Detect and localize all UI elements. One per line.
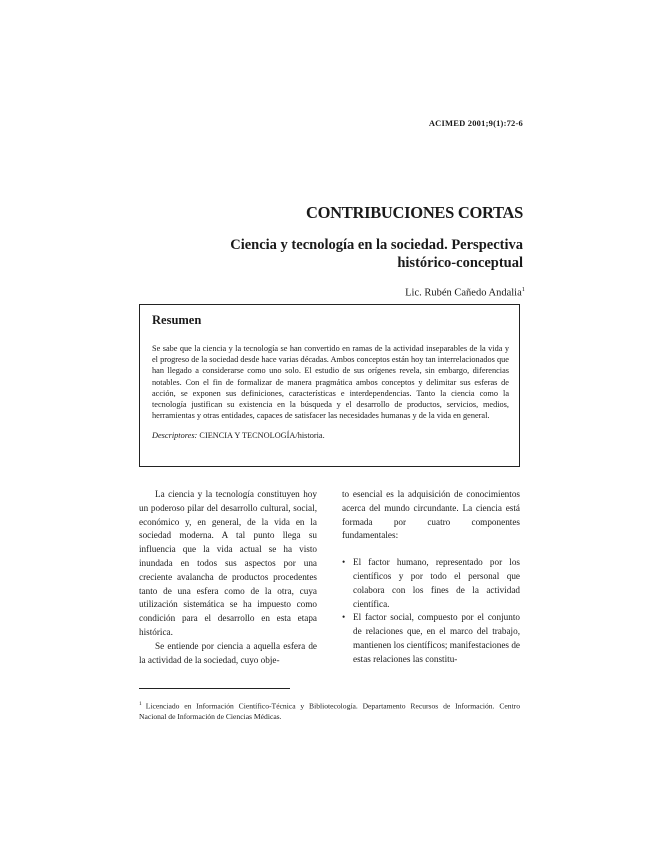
list-item-text: El factor humano, representado por los científicos y por todo el personal que colabora con los fines de la actividad científica. xyxy=(353,557,520,609)
footnote xyxy=(139,699,520,723)
list-item xyxy=(342,556,520,611)
bullet-icon: • xyxy=(342,557,346,568)
author-line xyxy=(405,286,525,299)
component-list xyxy=(342,556,520,666)
abstract-heading: Resumen xyxy=(152,313,202,327)
footnote-text: Licenciado en Información Científico-Técnica y Bibliotecología. Departamento Recursos de Información. Centro Nacional de Información de Ciencias Médicas. xyxy=(139,701,520,722)
list-item xyxy=(342,611,520,666)
body-paragraph: La ciencia y la tecnología constituyen hoy un poderoso pilar del desarrollo cultural, social, económico y, en general, de la vida en la sociedad moderna. A tal punto llega su influencia que la vida actual se ha visto inundada en todos sus aspectos por una creciente avalancha de productos procedentes tanto de una esfera como de la otra, cuya utilización sistemática se ha impuesto como condición para el desarrollo en esta etapa histórica. xyxy=(139,489,317,637)
footnote-mark: 1 xyxy=(139,701,142,707)
body-column-right xyxy=(342,488,520,667)
body-paragraph: to esencial es la adquisición de conocimientos acerca del mundo circundante. La ciencia está formada por cuatro componentes fundamentales: xyxy=(342,489,520,541)
descriptors-value: CIENCIA Y TECNOLOGÍA/historia. xyxy=(199,431,325,441)
descriptors xyxy=(152,431,509,440)
bullet-icon: • xyxy=(342,612,346,623)
author-name: Lic. Rubén Cañedo Andalia xyxy=(405,287,522,299)
article-title xyxy=(143,236,523,272)
abstract-text: Se sabe que la ciencia y la tecnología se han convertido en ramas de la actividad inseparables de la vida y el progreso de la sociedad desde hace varias décadas. Ambos conceptos están hoy tan interrelacionados que han llegado a considerarse como uno solo. El estudio de sus orígenes revela, sin embargo, diferencias notables. Con el fin de formalizar de manera pragmática ambos conceptos y delimitar sus esferas de acción, se exponen sus definiciones, características e interdependencias. Tanto la ciencia como la tecnología justifican su existencia en la búsqueda y el desarrollo de productos, servicios, medios, herramientas y otras entidades, capaces de satisfacer las necesidades humanas y de la vida en general. xyxy=(152,344,509,421)
footnote-divider xyxy=(139,688,290,689)
descriptors-label: Descriptores: xyxy=(152,431,198,441)
abstract-box xyxy=(139,304,520,467)
section-title: CONTRIBUCIONES CORTAS xyxy=(306,203,523,222)
author-footnote-mark: 1 xyxy=(521,286,525,293)
list-item-text: El factor social, compuesto por el conjunto de relaciones que, en el marco del trabajo, mantienen los científicos; manifestaciones de estas relaciones las constitu- xyxy=(353,612,520,664)
article-title-line-2: histórico-conceptual xyxy=(397,255,523,271)
body-paragraph: Se entiende por ciencia a aquella esfera de la actividad de la sociedad, cuyo obje- xyxy=(139,640,317,665)
body-column-left xyxy=(139,488,317,667)
article-title-line-1: Ciencia y tecnología en la sociedad. Perspectiva xyxy=(230,237,523,253)
journal-citation: ACIMED 2001;9(1):72-6 xyxy=(428,118,523,128)
